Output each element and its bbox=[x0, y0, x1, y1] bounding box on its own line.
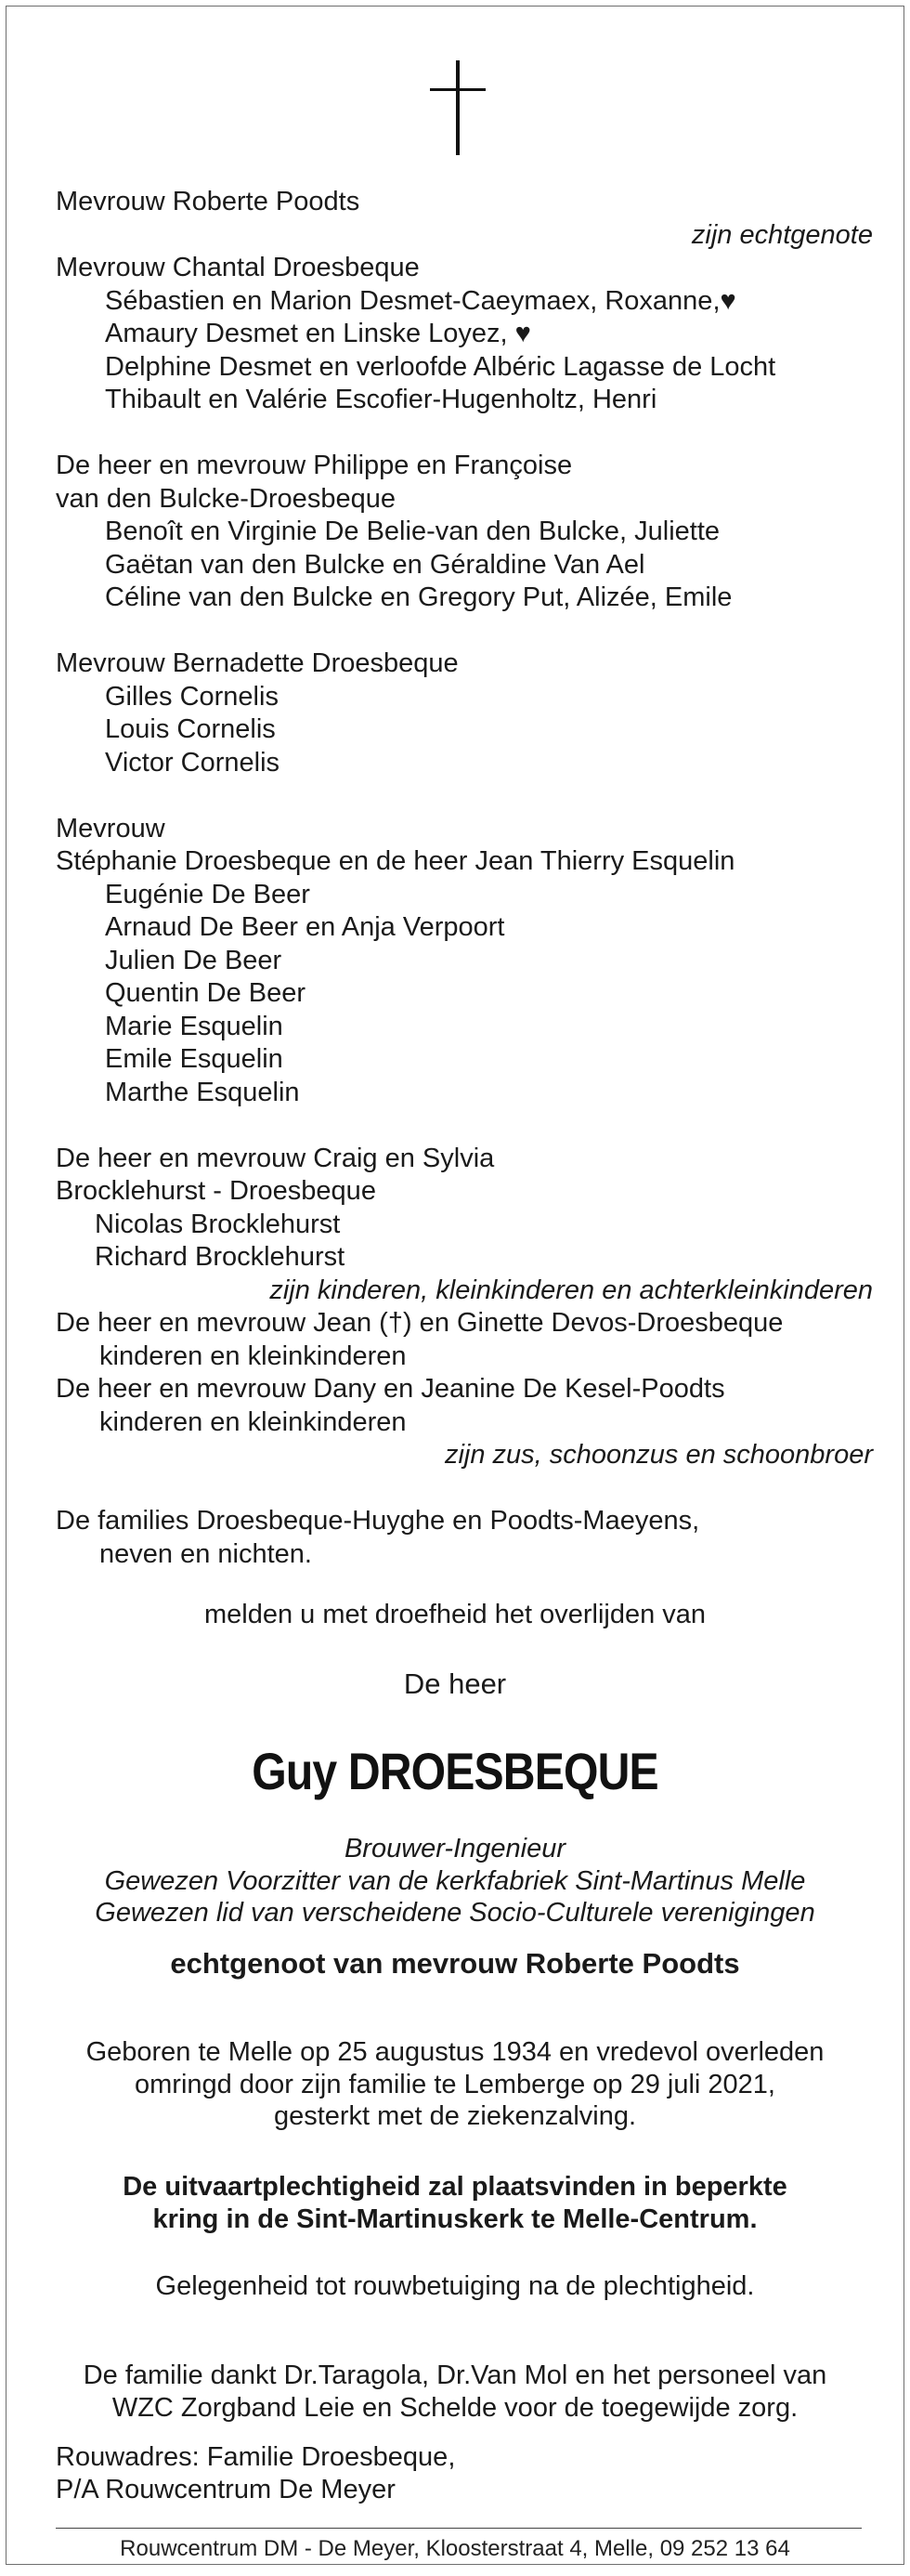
text-line: Geboren te Melle op 25 augustus 1934 en vredevol overleden bbox=[85, 2037, 825, 2067]
spouse-line: echtgenoot van mevrouw Roberte Poodts bbox=[170, 1947, 740, 1980]
family-line: zijn zus, schoonzus en schoonbroer bbox=[444, 1440, 873, 1470]
title-line: Brouwer-Ingenieur bbox=[344, 1834, 566, 1863]
spacer bbox=[56, 1472, 873, 1506]
footer-funeral-home: Rouwcentrum DM - De Meyer, Kloosterstraat 4, Melle, 09 252 13 64 bbox=[120, 2536, 790, 2561]
mourning-address bbox=[56, 2441, 455, 2505]
family-list bbox=[56, 186, 873, 1571]
deceased-name: Guy DROESBEQUE bbox=[252, 1742, 658, 1800]
family-line: Emile Esquelin bbox=[105, 1044, 283, 1074]
funeral-info bbox=[6, 2171, 904, 2235]
family-line: Brocklehurst - Droesbeque bbox=[56, 1176, 376, 1206]
family-line: Marthe Esquelin bbox=[105, 1077, 300, 1107]
honorific: De heer bbox=[403, 1667, 507, 1700]
cross-icon bbox=[430, 60, 486, 155]
text-line: De uitvaartplechtigheid zal plaatsvinden in beperkte bbox=[123, 2172, 787, 2202]
family-line: Victor Cornelis bbox=[105, 747, 280, 778]
birth-death-text bbox=[6, 2036, 904, 2133]
family-line: Céline van den Bulcke en Gregory Put, Alizée, Emile bbox=[105, 582, 733, 612]
text-line: WZC Zorgband Leie en Schelde voor de toegewijde zorg. bbox=[111, 2392, 799, 2423]
family-line: Louis Cornelis bbox=[105, 714, 276, 744]
family-line: Gaëtan van den Bulcke en Géraldine Van Ael bbox=[105, 549, 645, 580]
spacer bbox=[56, 779, 873, 813]
announcement: melden u met droefheid het overlijden van bbox=[203, 1600, 707, 1629]
footer-divider bbox=[56, 2528, 862, 2529]
text-line: omringd door zijn familie te Lemberge op 29 juli 2021, bbox=[135, 2069, 775, 2099]
text-line: P/A Rouwcentrum De Meyer bbox=[56, 2474, 396, 2504]
family-line: Quentin De Beer bbox=[105, 978, 306, 1008]
text-line: Rouwadres: Familie Droesbeque, bbox=[56, 2442, 456, 2472]
family-line: Nicolas Brocklehurst bbox=[95, 1209, 341, 1239]
family-line: neven en nichten. bbox=[99, 1538, 312, 1569]
family-line: Mevrouw Bernadette Droesbeque bbox=[56, 648, 459, 678]
family-line: Marie Esquelin bbox=[105, 1011, 283, 1041]
family-line: Richard Brocklehurst bbox=[95, 1242, 345, 1272]
spacer bbox=[56, 417, 873, 451]
family-line: Stéphanie Droesbeque en de heer Jean Thierry Esquelin bbox=[56, 846, 735, 876]
family-line: De heer en mevrouw Dany en Jeanine De Kesel-Poodts bbox=[56, 1374, 725, 1404]
family-line: Sébastien en Marion Desmet-Caeymaex, Roxanne,♥ bbox=[105, 285, 736, 316]
family-line: Thibault en Valérie Escofier-Hugenholtz, Henri bbox=[105, 385, 657, 414]
family-line: zijn kinderen, kleinkinderen en achterkleinkinderen bbox=[269, 1275, 873, 1305]
thanks-text bbox=[6, 2360, 904, 2424]
text-line: De familie dankt Dr.Taragola, Dr.Van Mol en het personeel van bbox=[83, 2360, 827, 2390]
family-line: De heer en mevrouw Philippe en Françoise bbox=[56, 451, 573, 480]
family-line: Mevrouw bbox=[56, 813, 165, 843]
family-line: kinderen en kleinkinderen bbox=[99, 1340, 407, 1371]
family-line: Benoît en Virginie De Belie-van den Bulcke, Juliette bbox=[105, 517, 721, 546]
family-line: Mevrouw Chantal Droesbeque bbox=[56, 253, 420, 282]
obituary-page bbox=[6, 6, 904, 2565]
title-line: Gewezen Voorzitter van de kerkfabriek Sint-Martinus Melle bbox=[104, 1865, 806, 1896]
title-line: Gewezen lid van verscheidene Socio-Culturele verenigingen bbox=[95, 1898, 815, 1928]
family-line: Mevrouw Roberte Poodts bbox=[56, 187, 360, 216]
family-line: De heer en mevrouw Craig en Sylvia bbox=[56, 1143, 495, 1173]
spacer bbox=[56, 615, 873, 648]
family-line: Arnaud De Beer en Anja Verpoort bbox=[105, 912, 505, 942]
family-line: Delphine Desmet en verloofde Albéric Lagasse de Locht bbox=[105, 351, 776, 382]
text-line: gesterkt met de ziekenzalving. bbox=[273, 2101, 637, 2131]
family-line: Julien De Beer bbox=[105, 945, 282, 975]
family-line: kinderen en kleinkinderen bbox=[99, 1406, 407, 1437]
family-line: Gilles Cornelis bbox=[105, 681, 279, 712]
spacer bbox=[56, 1109, 873, 1143]
condolence-info: Gelegenheid tot rouwbetuiging na de plechtigheid. bbox=[155, 2271, 755, 2301]
family-line: De families Droesbeque-Huyghe en Poodts-Maeyens, bbox=[56, 1506, 700, 1536]
family-line: Amaury Desmet en Linske Loyez, ♥ bbox=[105, 319, 531, 348]
family-line: Eugénie De Beer bbox=[105, 879, 310, 909]
titles bbox=[6, 1833, 904, 1929]
text-line: kring in de Sint-Martinuskerk te Melle-Centrum. bbox=[152, 2203, 758, 2234]
family-line: De heer en mevrouw Jean (†) en Ginette Devos-Droesbeque bbox=[56, 1308, 784, 1338]
family-line: zijn echtgenote bbox=[691, 219, 873, 250]
family-line: van den Bulcke-Droesbeque bbox=[56, 483, 396, 514]
